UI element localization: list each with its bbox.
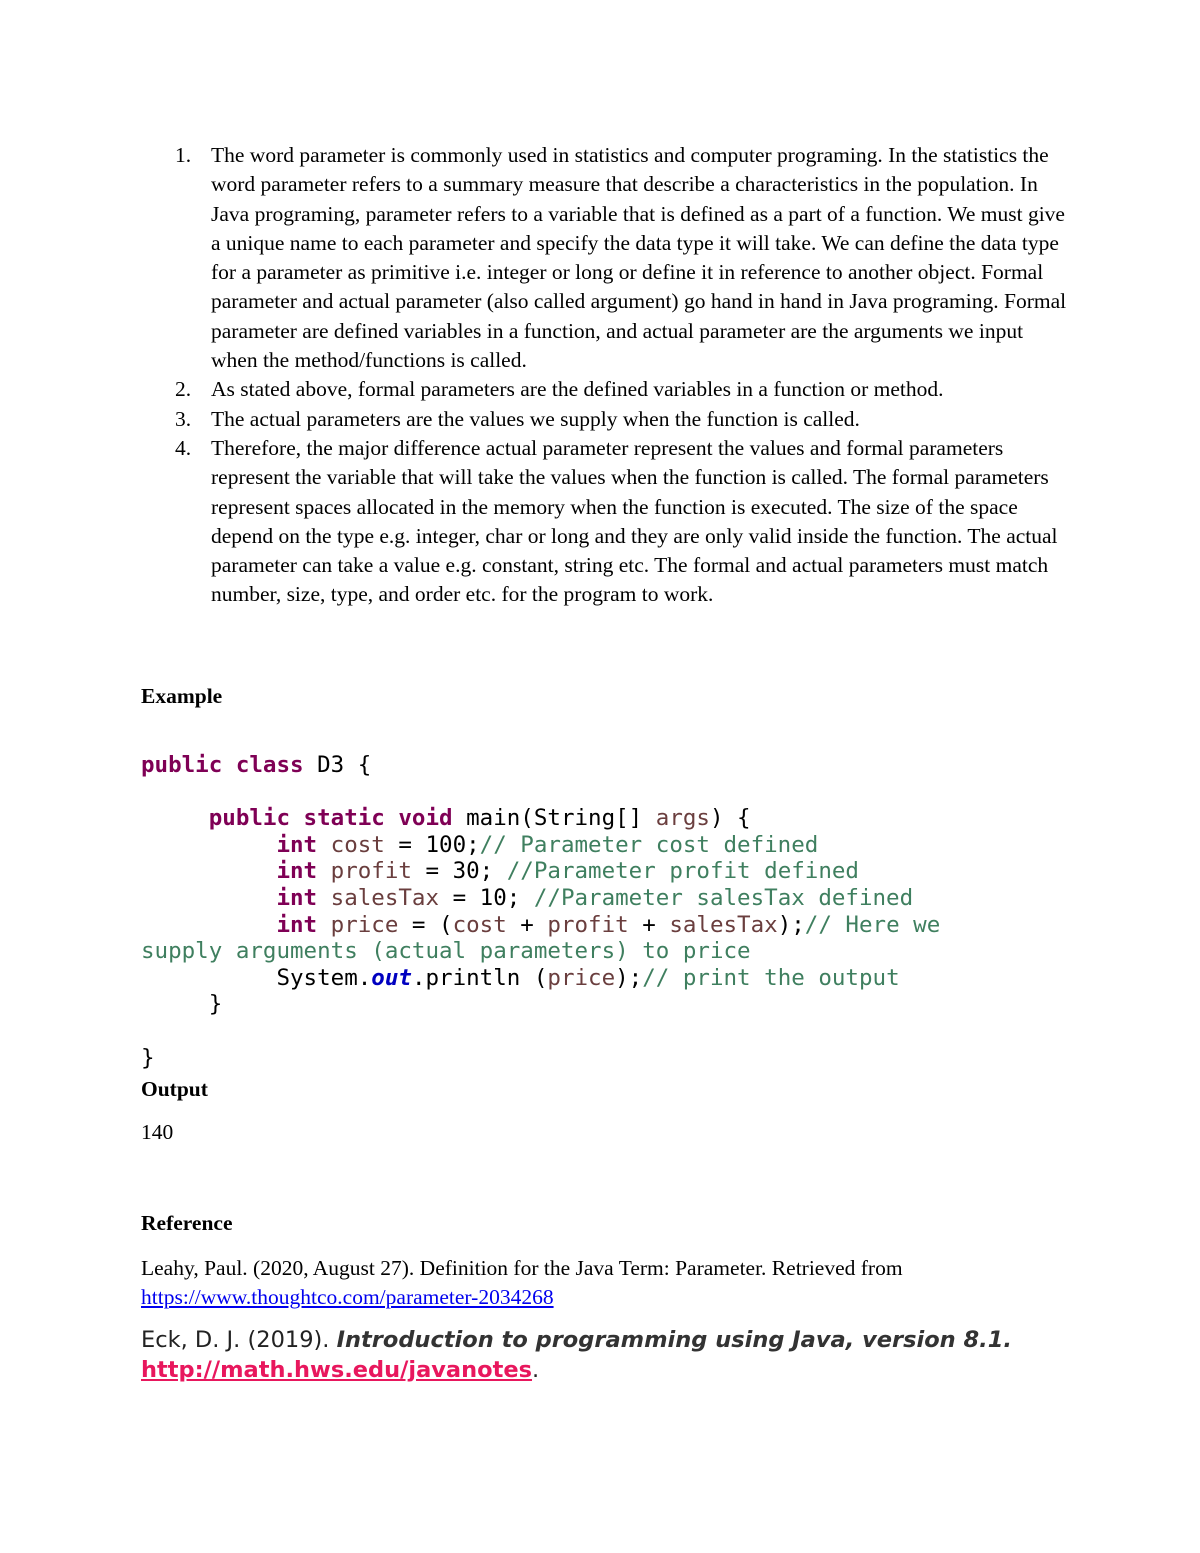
output-value: 140	[141, 1120, 174, 1144]
list-item	[0, 141, 1071, 375]
list-item	[0, 375, 1071, 404]
code-line: public class D3 {	[141, 752, 372, 778]
code-line	[141, 779, 940, 806]
example-heading: Example	[141, 684, 223, 708]
code-line: }	[141, 1044, 155, 1071]
list-item-text: The actual parameters are the values we supply when the function is called.	[211, 406, 860, 431]
reference-entry-leahy	[141, 1254, 1041, 1312]
reference-entry-eck: Eck, D. J. (2019). Introduction to programming using Java, version 8.1. http://math.hws.edu/javanotes.	[141, 1327, 1012, 1383]
list-number: 1.	[175, 143, 192, 167]
code-line: public static void main(String[] args) {	[208, 805, 751, 832]
reference-title: Introduction to programming using Java, version 8.1.	[336, 1327, 1012, 1353]
reference-heading: Reference	[141, 1211, 233, 1235]
numbered-list	[0, 141, 1200, 610]
list-number: 3.	[175, 406, 192, 431]
code-line: int cost = 100;// Parameter cost defined	[276, 831, 819, 858]
reference-text: Leahy, Paul. (2020, August 27). Definition for the Java Term: Parameter. Retrieved from	[141, 1256, 903, 1280]
code-line: }	[141, 991, 223, 1018]
reference-link-thoughtco[interactable]: https://www.thoughtco.com/parameter-2034268	[141, 1285, 554, 1309]
list-item-text: Therefore, the major difference actual parameter represent the values and formal parameters represent the variable that will take the values when the function is called. The formal parameters represent spaces allocated in the memory when the function is executed. The size of the space depend on the type e.g. integer, char or long and they are only valid inside the function. The actual parameter can take a value e.g. constant, string etc. The formal and actual parameters must match number, size, type, and order etc. for the program to work.	[211, 435, 1058, 607]
code-line: int profit = 30; //Parameter profit defined	[276, 858, 859, 885]
list-item-text: The word parameter is commonly used in statistics and computer programing. In the statistics the word parameter refers to a summary measure that describe a characteristics in the population. In Java programing, parameter refers to a variable that is defined as a part of a function. We must give a unique name to each parameter and specify the data type it will take. We can define the data type for a parameter as primitive i.e. integer or long or define it in reference to another object. Formal parameter and actual parameter (also called argument) go hand in hand in Java programing. Formal parameter are defined variables in a function, and actual parameter are the arguments we input when the method/functions is called.	[211, 143, 1067, 373]
list-item-text: As stated above, formal parameters are the defined variables in a function or method.	[211, 377, 944, 402]
list-item	[0, 405, 1071, 434]
list-item	[0, 434, 1071, 610]
code-line: int price = (cost + profit + salesTax);// Here we	[276, 911, 941, 938]
reference-link-javanotes[interactable]: http://math.hws.edu/javanotes	[141, 1357, 532, 1383]
code-line: System.out.println (price);// print the output	[276, 964, 900, 991]
output-heading: Output	[141, 1077, 208, 1101]
code-line: int salesTax = 10; //Parameter salesTax defined	[276, 884, 914, 911]
code-block	[141, 752, 940, 1071]
list-number: 4.	[175, 435, 192, 460]
list-number: 2.	[175, 377, 192, 402]
code-line: supply arguments (actual parameters) to price	[141, 938, 751, 965]
code-line	[141, 1018, 940, 1045]
